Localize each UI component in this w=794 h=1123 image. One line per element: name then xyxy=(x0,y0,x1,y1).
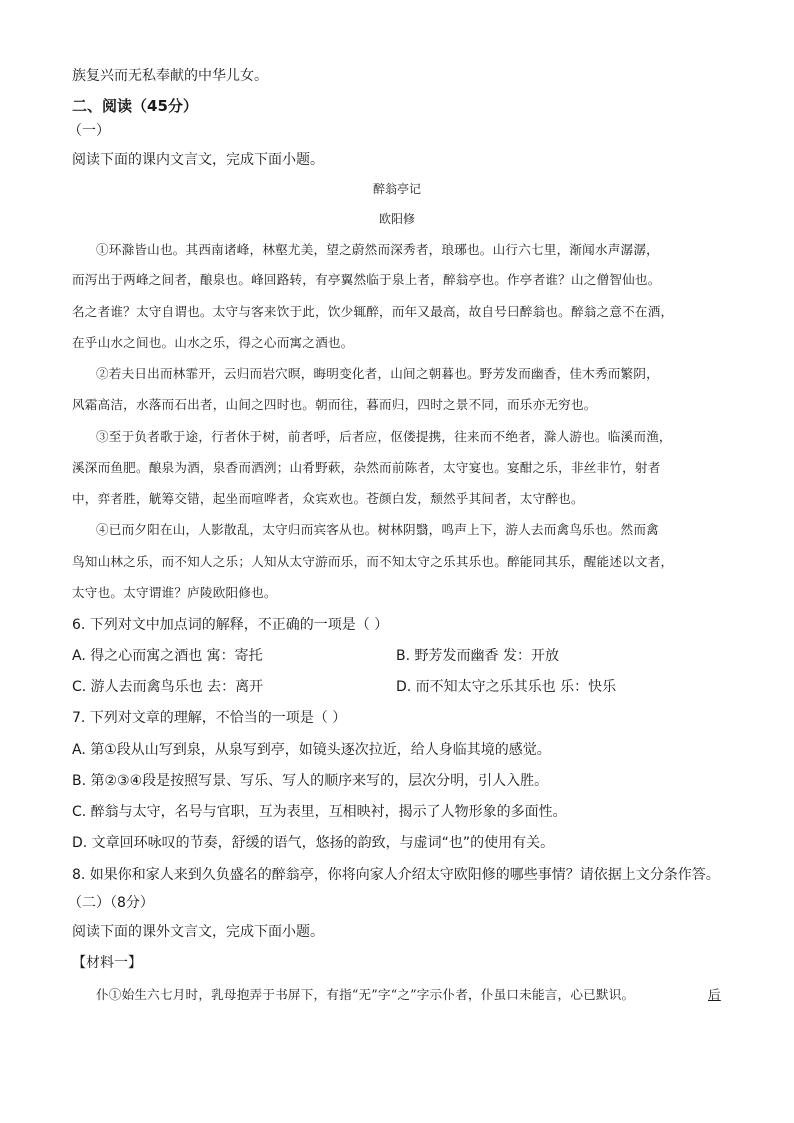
passage-line: 风霜高洁，水落而石出者，山间之四时也。朝而往，暮而归，四时之景不同，而乐亦无穷也。 xyxy=(72,397,597,412)
question-7-option-d: D. 文章回环咏叹的节奏，舒缓的语气，悠扬的韵致，与虚词“也”的使用有关。 xyxy=(72,835,555,851)
question-6-option-a: A. 得之心而寓之酒也 寓：寄托 xyxy=(72,648,263,664)
passage-line: ②若夫日出而林霏开，云归而岩穴暝，晦明变化者，山间之朝暮也。野芳发而幽香，佳木秀而繁阴， xyxy=(96,366,659,381)
instruction: 阅读下面的课外文言文，完成下面小题。 xyxy=(72,924,324,940)
passage-line: ③至于负者歌于途，行者休于树，前者呼，后者应，伛偻提携，往来而不绝者，滁人游也。临溪而渔， xyxy=(96,429,672,444)
passage-line: 而泻出于两峰之间者，酿泉也。峰回路转，有亭翼然临于泉上者，醉翁亭也。作亭者谁？山之僧智仙也。 xyxy=(72,272,661,287)
question-6-option-c: C. 游人去而禽鸟乐也 去：离开 xyxy=(72,679,264,695)
passage-line: 溪深而鱼肥。酿泉为酒，泉香而酒洌；山肴野蔌，杂然而前陈者，太守宴也。宴酣之乐，非丝非竹，射者 xyxy=(72,460,661,475)
passage-line: 鸟知山林之乐，而不知人之乐；人知从太守游而乐，而不知太守之乐其乐也。醉能同其乐，醒能述以文者， xyxy=(72,554,674,569)
instruction: 阅读下面的课内文言文，完成下面小题。 xyxy=(72,152,324,168)
text-line: 族复兴而无私奉献的中华儿女。 xyxy=(72,68,268,84)
question-7-option-b: B. 第②③④段是按照写景、写乐、写人的顺序来写的，层次分明，引人入胜。 xyxy=(72,773,549,789)
passage-author: 欧阳修 xyxy=(378,212,415,226)
passage-line: ④已而夕阳在山，人影散乱，太守归而宾客从也。树林阴翳，鸣声上下，游人去而禽鸟乐也。然而禽 xyxy=(96,522,659,537)
question-7-option-c: C. 醉翁与太守，名号与官职，互为表里，互相映衬，揭示了人物形象的多面性。 xyxy=(72,804,567,820)
question-7-option-a: A. 第①段从山写到泉，从泉写到亭，如镜头逐次拉近，给人身临其境的感觉。 xyxy=(72,742,551,758)
material-line: 仆①始生六七月时，乳母抱弄于书屏下，有指“无”字“之”字示仆者，仆虽口未能言，心已默识。 xyxy=(96,987,635,1002)
passage-line: 中，弈者胜，觥筹交错，起坐而喧哗者，众宾欢也。苍颜白发，颓然乎其间者，太守醉也。 xyxy=(72,491,584,506)
material-heading: 【材料一】 xyxy=(72,955,142,971)
passage-title: 醉翁亭记 xyxy=(372,182,421,196)
part-heading: （二）（8分） xyxy=(68,895,154,911)
passage-line: 太守也。太守谓谁？庐陵欧阳修也。 xyxy=(72,585,277,600)
section-heading: 二、阅读（45分） xyxy=(72,97,198,115)
material-underlined-text: 后 xyxy=(708,987,721,1002)
passage-line: 名之者谁？太守自谓也。太守与客来饮于此，饮少辄醉，而年又最高，故自号曰醉翁也。醉翁之意不在酒， xyxy=(72,304,674,319)
passage-line: 在乎山水之间也。山水之乐，得之心而寓之酒也。 xyxy=(72,335,354,350)
part-heading: （一） xyxy=(68,123,110,139)
question-6-option-b: B. 野芳发而幽香 发：开放 xyxy=(396,648,559,664)
passage-line: ①环滁皆山也。其西南诸峰，林壑尤美，望之蔚然而深秀者，琅琊也。山行六七里，渐闻水声潺潺， xyxy=(96,242,659,257)
question-6-option-d: D. 而不知太守之乐其乐也 乐：快乐 xyxy=(396,679,617,695)
question-6: 6. 下列对文中加点词的解释，不正确的一项是（ ） xyxy=(72,617,389,633)
question-7: 7. 下列对文章的理解，不恰当的一项是（ ） xyxy=(72,710,347,726)
question-8: 8. 如果你和家人来到久负盛名的醉翁亭，你将向家人介绍太守欧阳修的哪些事情？请依据上文分条作答。 xyxy=(72,867,720,883)
